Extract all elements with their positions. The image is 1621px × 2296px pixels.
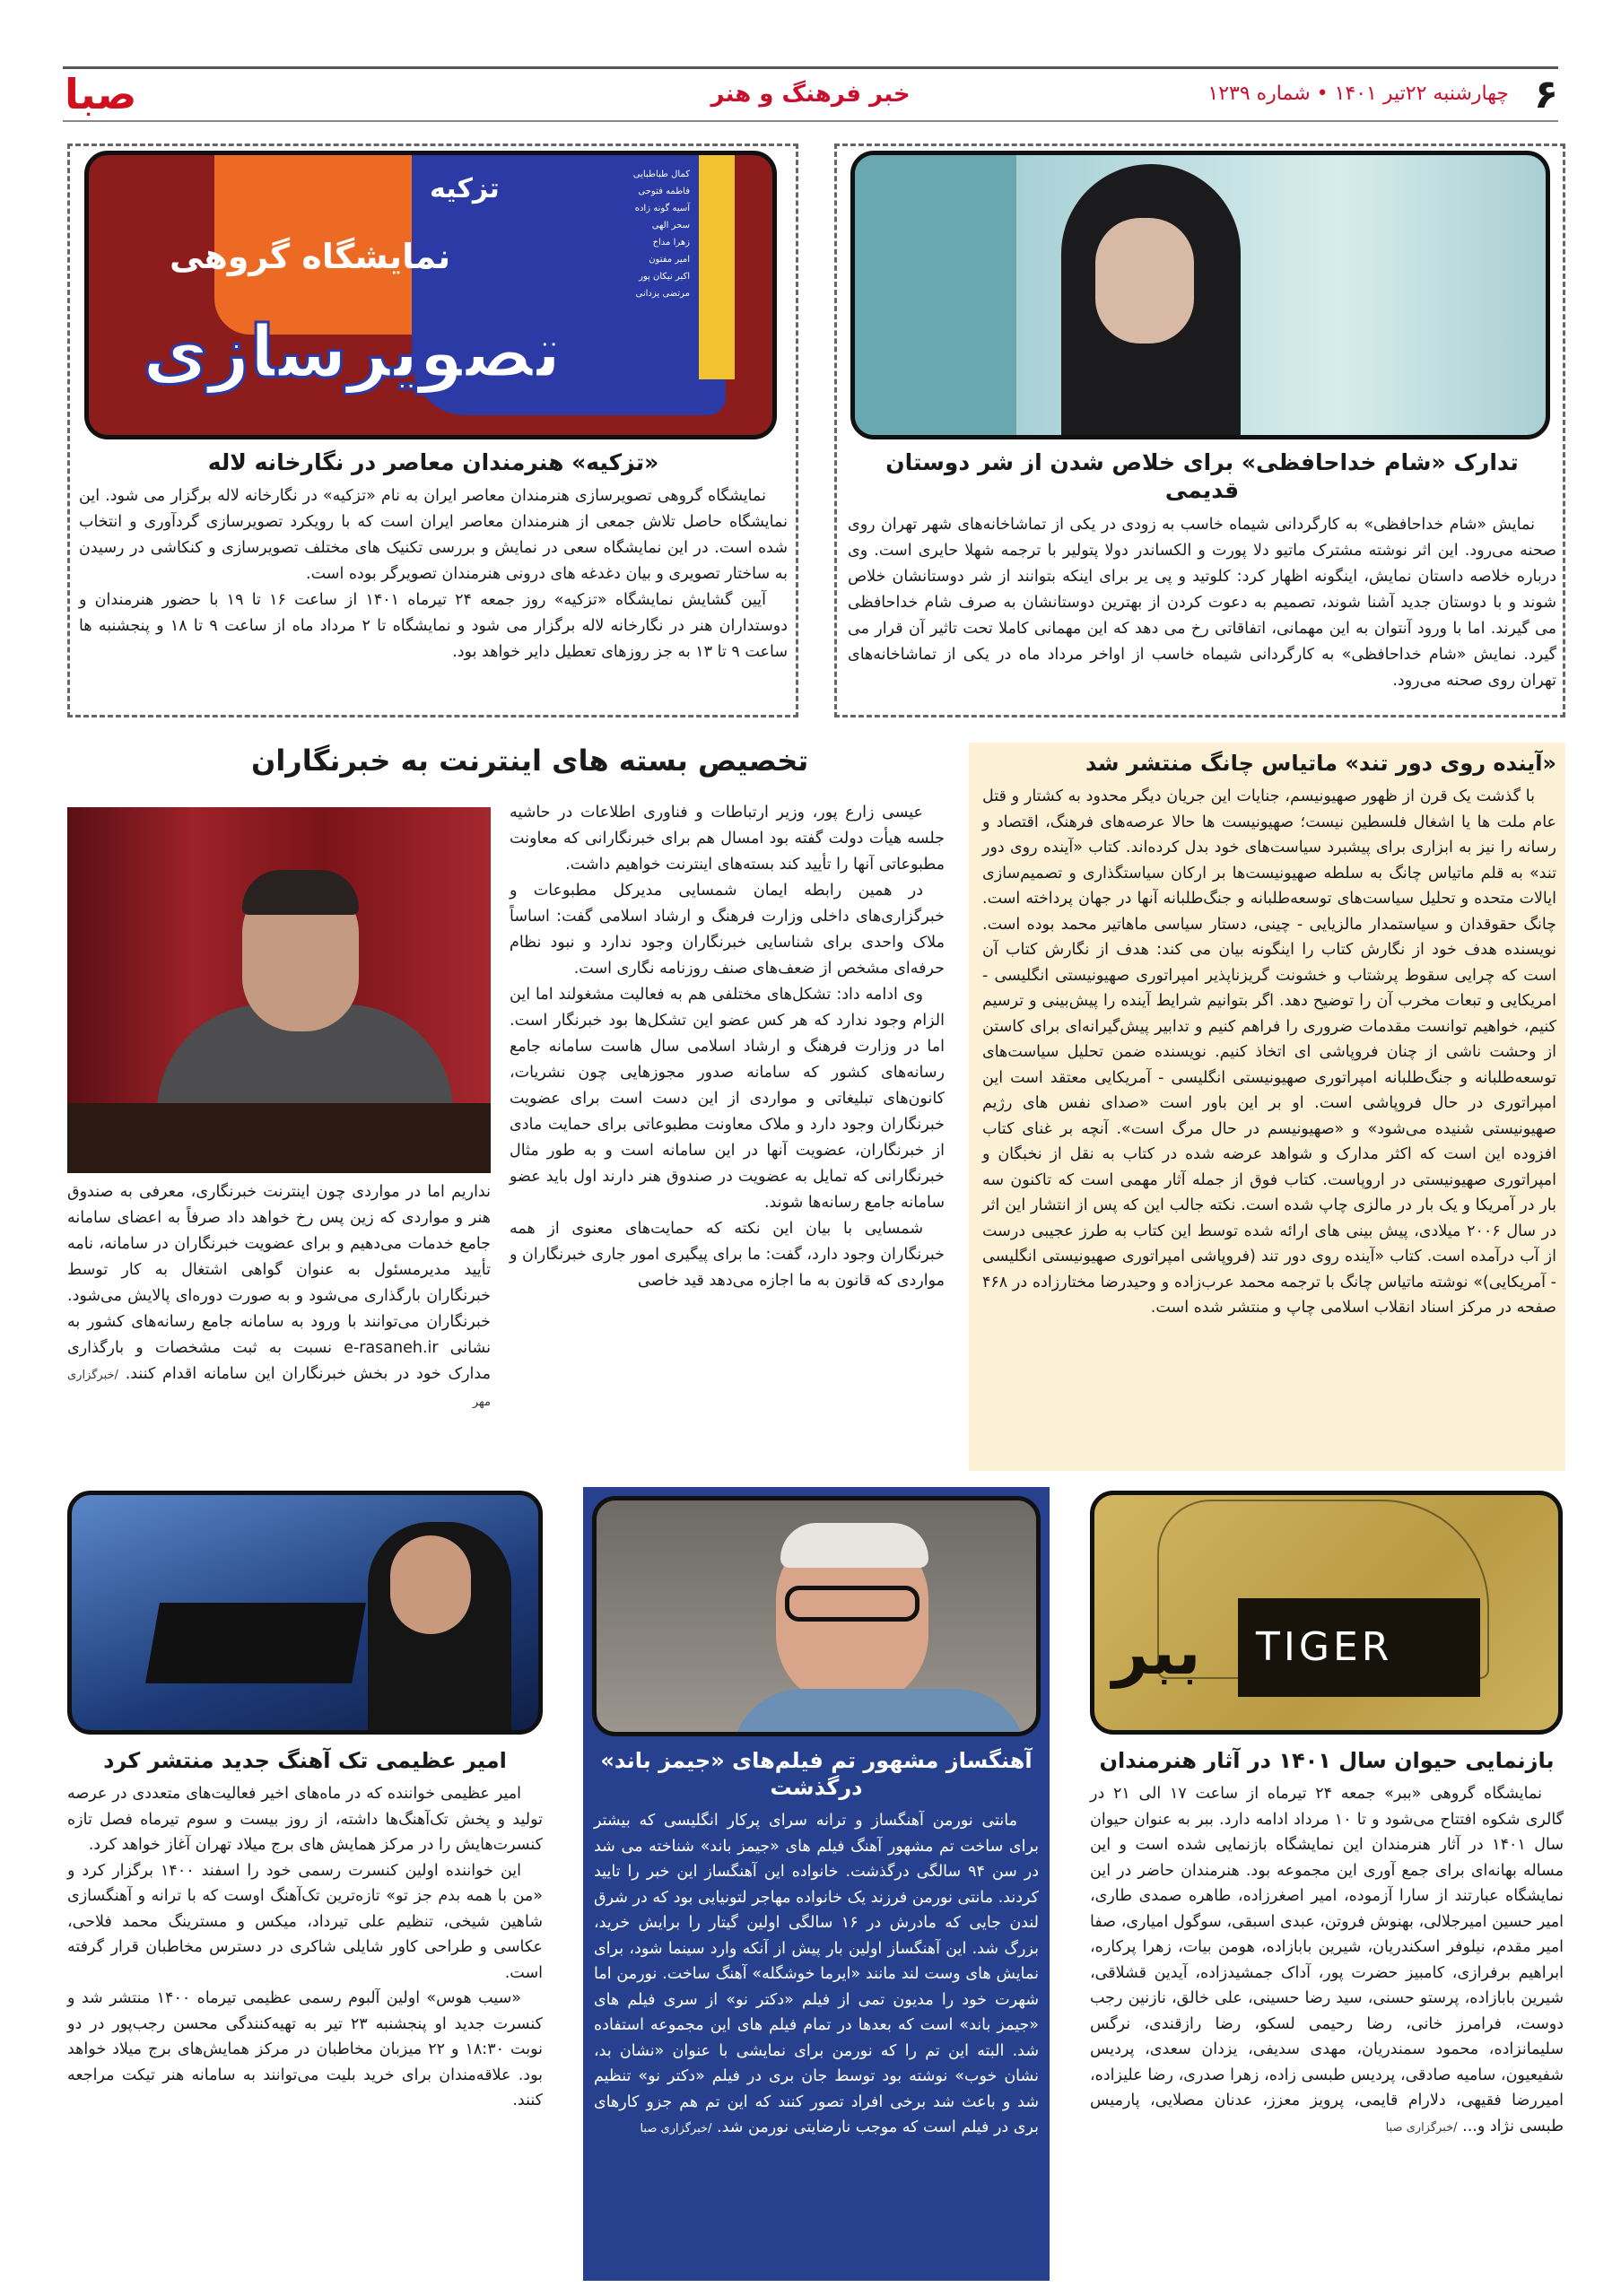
poster-title-big: تصویرسازی (143, 310, 562, 394)
paragraph: این خواننده اولین کنسرت رسمی خود را اسفند ۱۴۰۰ برگزار کرد و «من با همه بدم جز تو» تازه‌ترین تک‌آهنگ اوست که با ترانه و آهنگسازی شاهین شیخی، تنظیم علی تیرداد، میکس و مسترینگ محمد فلاحی، عکاسی و طراحی کاور شایلی شاکری در دسترس مخاطبان قرار گرفته است. (67, 1861, 543, 1982)
poster-artist: اکبر نیکان پور (639, 272, 690, 282)
photo-official (67, 807, 491, 1173)
poster-artist: زهرا مداح (652, 238, 690, 248)
body-tazkieh (79, 483, 788, 665)
photo-amir-azimi (67, 1491, 543, 1735)
body-tiger (1090, 1781, 1564, 2141)
article-amir-azimi (67, 1747, 543, 2114)
poster-artist: کمال طباطبایی (632, 170, 690, 179)
tiger-english-lettering: TIGER (1256, 1624, 1393, 1670)
tiger-persian-lettering: ببر (1112, 1615, 1201, 1689)
headline-internet: تخصیص بسته های اینترنت به خبرنگاران (251, 744, 809, 778)
body-internet-col2 (67, 1179, 491, 1415)
paragraph: شمسایی با بیان این نکته که حمایت‌های معنوی از همه خبرنگاران وجود دارد، گفت: ما برای پیگیری امور جاری خبرنگاران و مواردی که قانون به ما اجازه می‌دهد قید خاصی (510, 1220, 945, 1290)
paragraph: نداریم اما در مواردی چون اینترنت خبرنگاری، معرفی به صندوق هنر و مواردی که زین پس رخ خواهد داد صرفاً به اعضای سامانه جامع خدمات می‌دهیم و برای عضویت خبرنگاران در سامانه، نامه تأیید مدیرمسئول به عنوان گواهی اشتغال به کار توسط خبرنگاران بارگذاری می‌شود و به صورت دوره‌ای پالایش می‌شود. خبرنگاران می‌توانند با ورود به سامانه جامع رسانه‌های کشور به نشانی e-rasaneh.ir نسبت به ثبت مشخصات و بارگذاری مدارک خود در بخش خبرنگاران این سامانه اقدام کنند. (67, 1183, 491, 1383)
poster-title-small: تزکیه (430, 173, 500, 204)
photo-desk (67, 1103, 491, 1173)
paragraph: «سیب هوس» اولین آلبوم رسمی عظیمی تیرماه ۱۴۰۰ منتشر شد و کنسرت جدید او پنجشنبه ۲۳ تیر به تهیه‌کنندگی محسن رجب‌پور در دو نوبت ۱۸:۳۰ و ۲۲ میزبان مخاطبان در مرکز همایش‌های برج میلاد خواهد بود. علاقه‌مندان برای خرید بلیت می‌توانند به سامانه هنر تیکت مراجعه کنند. (67, 1989, 543, 2109)
poster-artist: امیر مفتون (649, 255, 690, 265)
headline-internet-wrap (251, 743, 942, 786)
header-bottom-rule (63, 120, 1558, 122)
headline-tiger: بازنمایی حیوان سال ۱۴۰۱ در آثار هنرمندان (1099, 1748, 1555, 1773)
article-farewell (848, 448, 1556, 694)
article-chang-book (982, 750, 1556, 1321)
poster-artist: مرتضی یزدانی (635, 289, 690, 299)
poster-artist-list (591, 166, 690, 302)
photo-face (1095, 218, 1194, 344)
photo-hair (242, 870, 359, 915)
poster-artist: فاطمه فتوحی (638, 187, 690, 196)
header-top-rule (63, 66, 1558, 69)
paragraph: عیسی زارع پور، وزیر ارتباطات و فناوری اطلاعات در حاشیه جلسه هیأت دولت گفته بود امسال هم برای خبرنگارانی که معاونت مطبوعاتی آنها را تأیید کند بسته‌های اینترنت خواهیم داشت. (510, 804, 945, 874)
photo-monty-norman (592, 1496, 1041, 1736)
poster-title-mid: نمایشگاه گروهی (170, 237, 451, 276)
body-chang-book (982, 784, 1556, 1321)
body-farewell (848, 512, 1556, 694)
poster-artist: آسیه گونه زاده (634, 204, 690, 213)
paragraph: وی ادامه داد: تشکل‌های مختلفی هم به فعالیت مشغولند اما این الزام وجود ندارد که هر کس عضو این تشکل‌ها بود خبرنگار است. اما در وزارت فرهنگ و ارشاد اسلامی سال هاست سامانه جامع رسانه‌های کشور که سامانه صدور مجوزهایی چون نشریات، کانون‌های تبلیغاتی و مواردی از این دست است برای عضویت خبرنگاران وجود دارد و ملاک معاونت مطبوعاتی برای حمایت مادی از خبرنگاران، عضویت آنها در این سامانه است و به طور مثال خبرنگارانی که تمایل به عضویت در صندوق هنر دارند اول باید عضو سامانه جامع رسانه‌ها شوند. (510, 986, 945, 1212)
body-amir-azimi (67, 1781, 543, 2114)
news-source: /خبرگزاری صبا (640, 2122, 712, 2135)
photo-actress (850, 151, 1550, 439)
news-source: /خبرگزاری مهر (67, 1369, 491, 1409)
headline-monty-norman: آهنگساز مشهور تم فیلم‌های «جیمز باند» درگذشت (600, 1748, 1033, 1800)
news-source: /خبرگزاری صبا (1385, 2120, 1458, 2135)
paragraph: نمایشگاه گروهی «ببر» جمعه ۲۴ تیرماه از ساعت ۱۷ الی ۲۱ در گالری شکوه افتتاح می‌شود و تا ۱۰ مرداد ادامه دارد. ببر به عنوان حیوان سال ۱۴۰۱ در آثار هنرمندان این نمایشگاه بازنمایی شده است و این مساله بهانه‌ای برای جمع آوری این مجموعه بود. هنرمندان حاضر در این نمایشگاه عبارتند از سارا آزموده، امیر اصغرزاده، طاهره صمدی طاری، امیر حسین امیرجلالی، بهنوش فروتن، عبدی اسبقی، سوگول امیاری، صفا امیر مقدم، نیلوفر اسکندریان، شیرین بابازاده، هومن بیات، زهرا پرکاره، ابراهیم برفرازی، کامبیز حضرت پور، آداک جمشیدزاده، آیدین قشلاقی، شیرین بابازاده، پرستو حسنی، سید رضا حسینی، علی خالق، نازنین رجب دوست، فرامرز خانی، رضا رحیمی لسکو، رضا رازقندی، نرگس سلیمانزاده، محمود سمندریان، مهدی سدیفی، یزدان سعدی، پردیس شفیعیون، سامیه صادقی، پردیس طبسی زاده، زهرا صدری، رضا علیزاده، امیررضا فقیهی، دلارام قایمی، پرویز معزز، عدنان مصلایی، پارمیس طبسی نژاد و... (1090, 1785, 1564, 2135)
paragraph: امیر عظیمی خواننده که در ماه‌های اخیر فعالیت‌های متعددی در عرصه تولید و پخش تک‌آهنگ‌ها داشته، از روز بیست و سوم تیرماه فصل تازه کنسرت‌هایش را در مرکز همایش های برج میلاد تهران آغاز خواهد کرد. (67, 1785, 543, 1854)
glasses-icon (785, 1586, 919, 1622)
paragraph: با گذشت یک قرن از ظهور صهیونیسم، جنایات این جریان دیگر محدود به کشتار و قتل عام ملت ها یا اشغال فلسطین نیست؛ صهیونیست ها حالا عرصه‌های فرهنگ، اقتصاد و رسانه را نیز به ابزاری برای پیشبرد سیاست‌های خود بدل کرده‌اند. کتاب «آینده روی دور تند» به قلم ماتیاس چانگ به سلطه صهیونیست‌ها بر ارکان سیاستگذاری و تصمیم‌سازی ایالات متحده و تحلیل سیاست‌های توسعه‌طلبانه و جنگ‌طلبانه آنها در جهان پرداخته است. چانگ حقوقدان و سیاستمدار مالزیایی - چینی، دستار سیاسی ماهاتیر محمد بوده است. نویسنده هدف خود از نگارش کتاب را اینگونه بیان می کند: هدف از نگارش کتاب آن است که چرایی سقوط پرشتاب و خشونت گریزناپذیر امپراتوری صهیونیستی انگلیسی - امریکایی و تبعات مخرب آن را توضیح دهد. اگر بتوانیم شرایط آینده را پیش‌بینی و ترسیم کنیم، خواهیم توانست مقدمات ضروری را فراهم کنیم و تدابیر پیش‌گیرانه‌ای برای کاستن از وحشت ناشی از چنان فروپاشی ای اتخاذ کنیم. نویسنده ضمن تحلیل سیاست‌های توسعه‌طلبانه و جنگ‌طلبانه امپراتوری صهیونیستی انگلیسی - آمریکایی معتقد است این امپراتوری در حال فروپاشی است. او بر این باور است «صدای نفس های رژیم صهیونیستی شنیده می‌شود» و «صهیونیسم در حال مرگ است». آنچه بر غنای کتاب افزوده این است که اکثر مدارک و شواهد عرضه شده در کتاب به نقل از نخبگان و امپراتوری صهیونیستی در اروپاست. کتاب فوق از جمله آثار مهمی است که تاکنون سه بار در آمریکا و یک بار در مالزی چاپ شده است. نکته جالب این که پس از انتشار این اثر در سال ۲۰۰۶ میلادی، پیش بینی های ارائه شده توسط این کتاب به طرز عجیبی درست از آب درآمده است. کتاب «آینده روی دور تند (فروپاشی امپراتوری صهیونیستی انگلیسی - آمریکایی)» نوشته ماتیاس چانگ با ترجمه محمد عرب‌زاده و وحیدرضا مختارزاده در ۴۶۸ صفحه در مرکز اسناد انقلاب اسلامی چاپ و منتشر شده است. (982, 787, 1556, 1317)
image-tiger-poster (1090, 1491, 1563, 1735)
photo-hair (780, 1523, 928, 1568)
issue-date: چهارشنبه ۲۲تیر ۱۴۰۱ • شماره ۱۲۳۹ (1207, 83, 1509, 105)
paragraph: در همین رابطه ایمان شمسایی مدیرکل مطبوعات و خبرگزاری‌های داخلی وزارت فرهنگ و ارشاد اسلامی گفت: اساساً ملاک واحدی برای شناسایی خبرنگاران وجود ندارد و نبود نظام حرفه‌ای مشخص از ضعف‌های صنف روزنامه نگاری است. (510, 882, 945, 978)
paragraph: مانتی نورمن آهنگساز و ترانه سرای پرکار انگلیسی که بیشتر برای ساخت تم مشهور آهنگ فیلم های «جیمز باند» شناخته می شد در سن ۹۴ سالگی درگذشت. خانواده این آهنگساز این خبر را تایید کردند. مانتی نورمن فرزند یک خانواده مهاجر لتونیایی بود که در شرق لندن جایی که مادرش در ۱۶ سالگی اولین گیتار را برایش خرید، بزرگ شد. این آهنگساز اولین بار پیش از آنکه وارد سینما شود، برای نمایش های وست لند مانند «ایرما خوشگله» آهنگ ساخت. نورمن اما شهرت خود را مدیون تمی از فیلم «دکتر نو» از سری فیلم های «جیمز باند» است که بعدها در تمام فیلم های این مجموعه استفاده شد. البته این تم را که نورمن برای نمایشی با عنوان «نشان بد، نشان خوب» نوشته بود توسط جان بری در فیلم «دکتر نو» تنظیم شد و باعث شد برخی افراد تصور کنند که این تم هم جزو کارهای بری در فیلم است که موجب نارضایتی نورمن شد. (594, 1812, 1040, 2136)
article-tiger (1090, 1747, 1564, 2141)
headline-tazkieh: «تزکیه» هنرمندان معاصر در نگارخانه لاله (207, 449, 659, 475)
page-number: ۶ (1534, 72, 1558, 117)
photo-shirt (731, 1689, 1027, 1736)
newspaper-logo: صبا (65, 70, 137, 118)
headline-chang-book: «آینده روی دور تند» ماتیاس چانگ منتشر شد (1085, 751, 1556, 776)
section-title: خبر فرهنگ و هنر (710, 81, 911, 108)
paragraph: نمایش «شام خداحافظی» به کارگردانی شیماه خاسب به زودی در یکی از تماشاخانه‌های شهر تهران روی صحنه می‌رود. این اثر نوشته مشترک ماتیو دلا پورت و الکساندر دولا پتولیر با ترجمه شهلا حایری است. وی درباره خلاصه داستان نمایش، اینگونه اظهار کرد: کلوتید و پی یر برای اینکه بتوانند از شر دوستانشان خلاص شوند و با دوستان جدید آشنا شوند، تصمیم به دعوت کردن از بهترین دوستانشان به صرف شام خداحافظی می گیرند. اما با ورود آنتوان به این مهمانی، اتفاقاتی رخ می دهد که این مهمانی کاملا تحت تاثیر آن قرار می گیرد. نمایش «شام خداحافظی» به کارگردانی شیماه خاسب از اواخر مرداد ماه در یکی از تماشاخانه‌های تهران روی صحنه می‌رود. (848, 515, 1556, 690)
body-monty-norman (594, 1808, 1039, 2143)
photo-wall-panel (855, 155, 1016, 439)
poster-tazkieh (84, 151, 777, 439)
article-tazkieh (79, 448, 788, 665)
headline-amir-azimi: امیر عظیمی تک آهنگ جدید منتشر کرد (103, 1748, 507, 1773)
music-stand-icon (145, 1603, 366, 1683)
poster-artist: سحر الهی (651, 221, 690, 230)
photo-face (390, 1535, 471, 1634)
paragraph: نمایشگاه گروهی تصویرسازی هنرمندان معاصر ایران به نام «تزکیه» در نگارخانه لاله برگزار می شود. این نمایشگاه حاصل تلاش جمعی از هنرمندان معاصر ایران است که با رویکرد تصویرسازی گردآوری و انتخاب شده است. در این نمایشگاه سعی در نمایش و بررسی تکنیک های مختلف تصویرسازی و کنکاشی در رسیدن به ساختار تصویری و بیان دغدغه های درونی هنرمندان تصویرگر بوده است. (79, 487, 788, 584)
poster-yellow-strip (699, 155, 735, 379)
paragraph: آیین گشایش نمایشگاه «تزکیه» روز جمعه ۲۴ تیرماه ۱۴۰۱ از ساعت ۱۶ تا ۱۹ با حضور هنرمندان و دوستداران هنر در نگارخانه لاله برگزار می شود و نمایشگاه تا ۲ مرداد ماه از ساعت ۹ تا ۱۸ و پنجشنبه ها ساعت ۹ تا ۱۳ به جز روزهای تعطیل دایر خواهد بود. (79, 591, 789, 662)
body-internet-col1 (510, 800, 945, 1294)
headline-farewell: تدارک «شام خداحافظی» برای خلاص شدن از شر دوستان قدیمی (885, 449, 1519, 504)
article-monty-norman (594, 1747, 1039, 2143)
